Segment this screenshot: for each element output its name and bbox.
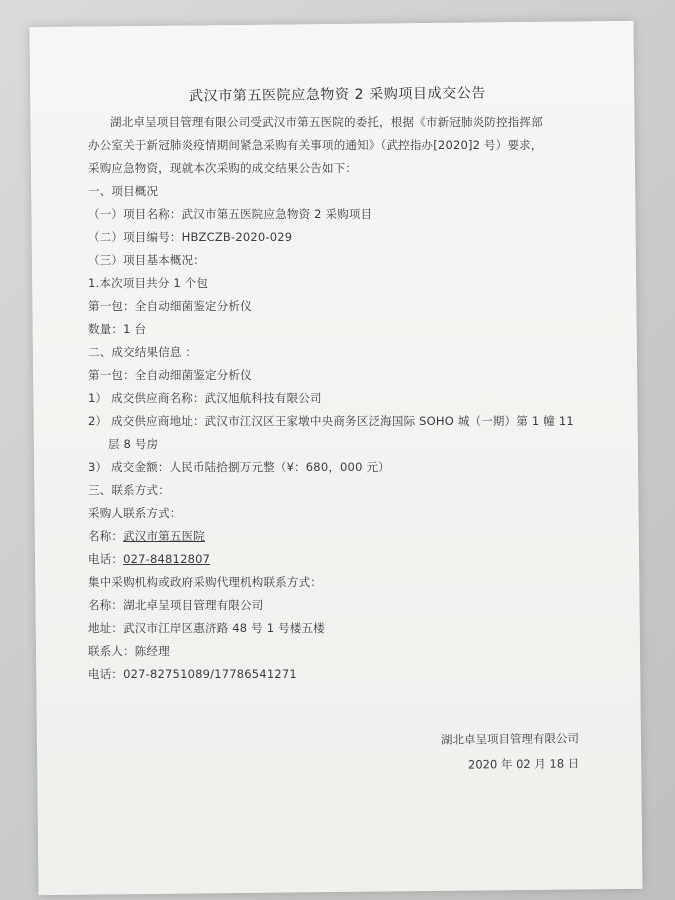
deal-amount: 3） 成交金额：人民币陆拾捌万元整（¥：680，000 元） [88, 460, 390, 474]
document-title: 武汉市第五医院应急物资 2 采购项目成交公告 [188, 85, 487, 105]
supplier-address-cont: 层 8 号房 [108, 437, 159, 451]
buyer-tel-row [88, 551, 210, 567]
buyer-name-label: 名称： [88, 529, 124, 543]
project-number: （二）项目编号：HBZCZB-2020-029 [88, 230, 293, 244]
agency-contact-heading: 集中采购机构或政府采购代理机构联系方式： [88, 575, 322, 589]
intro-line-1: 湖北卓呈项目管理有限公司受武汉市第五医院的委托，根据《市新冠肺炎防控指挥部 [110, 115, 543, 129]
project-basic: （三）项目基本概况： [88, 253, 205, 267]
agency-name: 名称：湖北卓呈项目管理有限公司 [88, 598, 264, 612]
signature-company: 湖北卓呈项目管理有限公司 [440, 731, 580, 747]
intro-line-2: 办公室关于新冠肺炎疫情期间紧急采购有关事项的通知》（武控指办[2020]2 号）要求， [88, 138, 543, 152]
supplier-name: 1） 成交供应商名称：武汉旭航科技有限公司 [88, 391, 322, 405]
agency-address: 地址：武汉市江岸区惠济路 48 号 1 号楼五楼 [88, 621, 325, 635]
buyer-name-row [88, 528, 205, 544]
section3-heading: 三、联系方式： [88, 483, 170, 497]
contact-person: 联系人：陈经理 [88, 644, 170, 658]
section2-heading: 二、成交结果信息 ： [88, 345, 198, 359]
package-1: 第一包：全自动细菌鉴定分析仪 [88, 299, 252, 313]
buyer-name: 武汉市第五医院 [123, 529, 206, 543]
buyer-tel: 027-84812807 [123, 552, 211, 566]
project-name: （一）项目名称：武汉市第五医院应急物资 2 采购项目 [88, 207, 373, 221]
package-count: 1.本次项目共分 1 个包 [88, 276, 209, 290]
buyer-contact-heading: 采购人联系方式： [88, 506, 182, 520]
signature-date: 2020 年 02 月 18 日 [467, 756, 580, 772]
supplier-address: 2） 成交供应商地址：武汉市江汉区王家墩中央商务区泛海国际 SOHO 城（一期）第 1 幢 11 [88, 414, 574, 428]
intro-line-3: 采购应急物资，现就本次采购的成交结果公告如下： [88, 161, 358, 175]
buyer-tel-label: 电话： [88, 552, 124, 566]
result-package-1: 第一包：全自动细菌鉴定分析仪 [88, 368, 252, 382]
quantity: 数量：1 台 [88, 322, 147, 336]
agency-tel: 电话：027-82751089/17786541271 [88, 667, 297, 681]
section1-heading: 一、项目概况 [88, 184, 159, 198]
